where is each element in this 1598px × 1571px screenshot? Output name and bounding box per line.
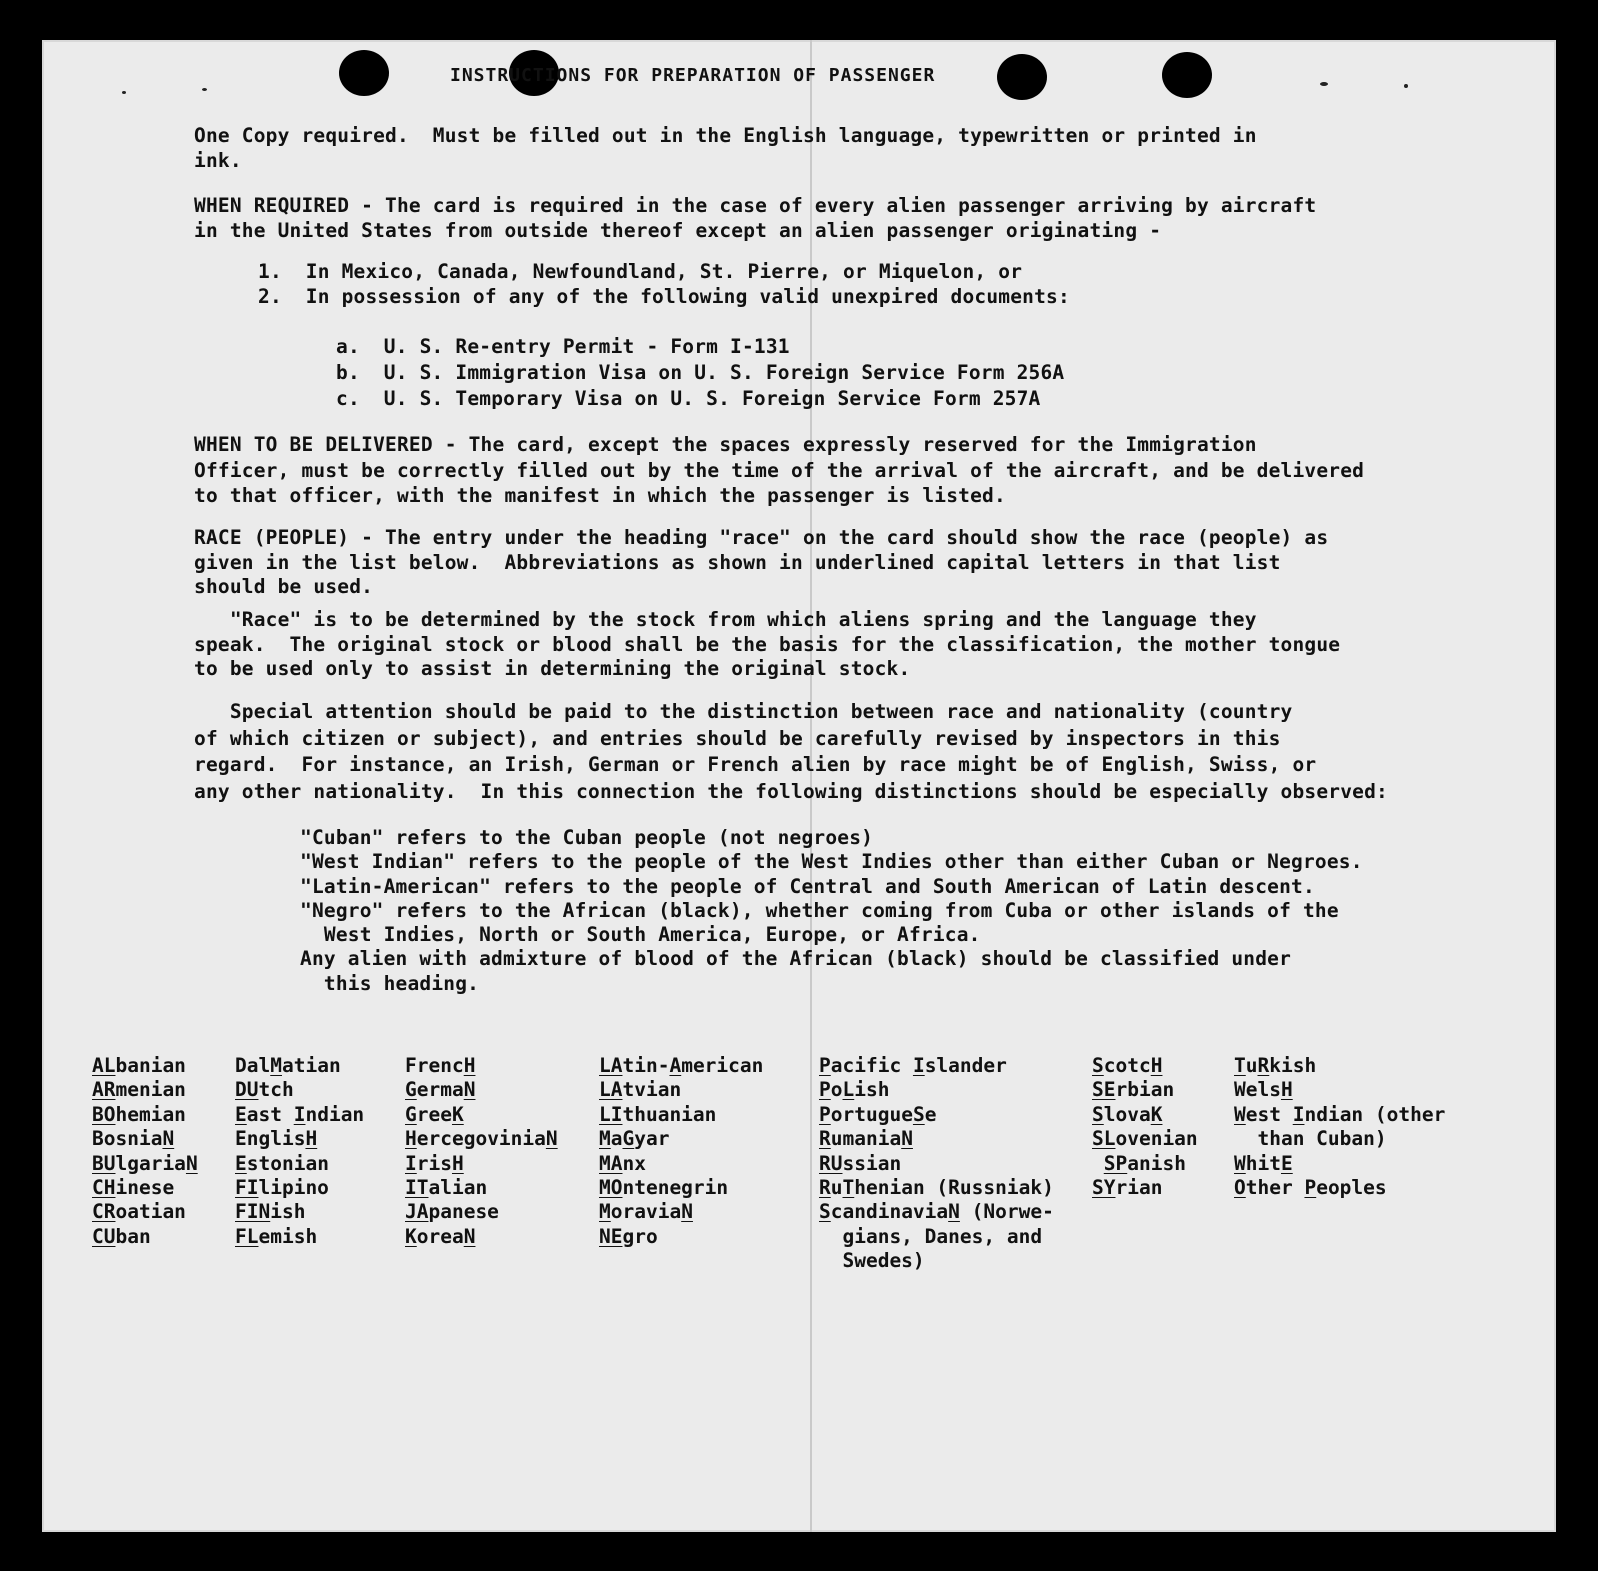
race-entry: MAnx bbox=[599, 1151, 646, 1175]
race-entry: SErbian bbox=[1092, 1078, 1175, 1102]
race-entry: RuThenian (Russniak) bbox=[819, 1175, 1054, 1199]
race-entry: than Cuban) bbox=[1234, 1127, 1387, 1151]
race-entry: SPanish bbox=[1103, 1151, 1186, 1175]
race-column-1 bbox=[92, 1054, 198, 1249]
race-entry: Swedes) bbox=[819, 1249, 925, 1273]
race-entry: SLovenian bbox=[1092, 1127, 1198, 1151]
race-column-2 bbox=[235, 1054, 364, 1249]
race-entry: gians, Danes, and bbox=[819, 1224, 1043, 1248]
race-entry: LIthuanian bbox=[599, 1102, 717, 1126]
race-entry: TuRkish bbox=[1234, 1054, 1317, 1077]
race-paragraph: RACE (PEOPLE) - The entry under the heading "race" on the card should show the race (people) as given in the list below. Abbreviations as shown in underlined capital letters in that list should be used. bbox=[194, 526, 1329, 598]
race-entry: WelsH bbox=[1234, 1078, 1293, 1102]
race-entry: PortugueSe bbox=[819, 1102, 937, 1126]
race-entry: RumaniaN bbox=[819, 1127, 913, 1151]
race-entry: CRoatian bbox=[92, 1200, 186, 1224]
race-entry: Pacific Islander bbox=[819, 1054, 1007, 1077]
race-entry: BUlgariaN bbox=[92, 1151, 198, 1175]
race-column-7 bbox=[1234, 1054, 1445, 1200]
punch-hole bbox=[339, 50, 389, 96]
when-delivered-paragraph: WHEN TO BE DELIVERED - The card, except the spaces expressly reserved for the Immigration Officer, must be correctly filled out by the time of the arrival of the aircraft, and be delivered to that officer, with the manifest in which the passenger is listed. bbox=[194, 433, 1365, 507]
special-attention-paragraph: Special attention should be paid to the distinction between race and nationality (country of which citizen or subject), and entries should be carefully revised by inspectors in this regard. For instance, an Irish, German or French alien by race might be of English, Swiss, or any other nationality. In this connection the following distinctions should be especially observed: bbox=[194, 700, 1388, 803]
race-entry: ARmenian bbox=[92, 1078, 186, 1102]
exceptions-list: 1. In Mexico, Canada, Newfoundland, St. Pierre, or Miquelon, or 2. In possession of any of the following valid unexpired documents: bbox=[258, 260, 1070, 308]
race-entry: DalMatian bbox=[235, 1054, 341, 1077]
race-entry: NEgro bbox=[599, 1224, 658, 1248]
race-entry: MoraviaN bbox=[599, 1200, 693, 1224]
race-entry: LAtin-American bbox=[599, 1054, 764, 1077]
race-entry: JApanese bbox=[405, 1200, 499, 1224]
race-entry: Estonian bbox=[235, 1151, 329, 1175]
race-entry: PoLish bbox=[819, 1078, 890, 1102]
race-entry: ITalian bbox=[405, 1175, 488, 1199]
race-entry: West Indian (other bbox=[1234, 1102, 1446, 1126]
race-entry: CHinese bbox=[92, 1175, 175, 1199]
race-entry: RUssian bbox=[819, 1151, 902, 1175]
race-entry: SlovaK bbox=[1092, 1102, 1163, 1126]
race-entry: ScandinaviaN (Norwe- bbox=[819, 1200, 1054, 1224]
race-entry: MaGyar bbox=[599, 1127, 670, 1151]
race-entry: WhitE bbox=[1234, 1151, 1293, 1175]
race-entry: ALbanian bbox=[92, 1054, 186, 1077]
race-entry: East Indian bbox=[235, 1102, 365, 1126]
race-entry: BosniaN bbox=[92, 1127, 175, 1151]
race-entry: FLemish bbox=[235, 1224, 318, 1248]
race-entry: SYrian bbox=[1092, 1175, 1163, 1199]
race-entry: ScotcH bbox=[1092, 1054, 1163, 1077]
race-column-4 bbox=[599, 1054, 763, 1249]
race-entry: MOntenegrin bbox=[599, 1175, 729, 1199]
race-entry: DUtch bbox=[235, 1078, 294, 1102]
distinctions-list: "Cuban" refers to the Cuban people (not negroes) "West Indian" refers to the people of the West Indies other than either Cuban or Negroes. "Latin-American" refers to the people of Central and South American of Latin descent. "Negro" refers to the African (black), whether coming from Cuba or other islands of the West Indies, North or South America, Europe, or Africa. Any alien with admixture of blood of the African (black) should be classified under this heading. bbox=[300, 826, 1363, 995]
when-required-paragraph: WHEN REQUIRED - The card is required in the case of every alien passenger arriving by aircraft in the United States from outside thereof except an alien passenger originating - bbox=[194, 194, 1317, 242]
race-column-6 bbox=[1092, 1054, 1198, 1200]
punch-hole bbox=[1162, 52, 1212, 98]
punch-hole bbox=[997, 54, 1047, 100]
race-entry: FINish bbox=[235, 1200, 306, 1224]
race-column-5 bbox=[819, 1054, 1054, 1274]
race-column-3 bbox=[405, 1054, 558, 1249]
race-entry: KoreaN bbox=[405, 1224, 476, 1248]
race-definition-paragraph: "Race" is to be determined by the stock from which aliens spring and the language they speak. The original stock or blood shall be the basis for the classification, the mother tongue to be used only to assist in determining the original stock. bbox=[194, 608, 1341, 680]
race-entry: FrencH bbox=[405, 1054, 476, 1077]
document-page bbox=[42, 40, 1556, 1532]
race-entry: GermaN bbox=[405, 1078, 476, 1102]
race-entry: IrisH bbox=[405, 1151, 464, 1175]
race-entry: BOhemian bbox=[92, 1102, 186, 1126]
race-entry: EnglisH bbox=[235, 1127, 318, 1151]
page-title: INSTRUCTIONS FOR PREPARATION OF PASSENGER bbox=[450, 65, 936, 86]
documents-list: a. U. S. Re-entry Permit - Form I-131 b. U. S. Immigration Visa on U. S. Foreign Service Form 256A c. U. S. Temporary Visa on U. S. Foreign Service Form 257A bbox=[336, 335, 1065, 410]
race-entry: GreeK bbox=[405, 1102, 464, 1126]
race-entry: CUban bbox=[92, 1224, 151, 1248]
race-entry: LAtvian bbox=[599, 1078, 682, 1102]
race-entry: FIlipino bbox=[235, 1175, 329, 1199]
race-entry: Other Peoples bbox=[1234, 1175, 1387, 1199]
race-entry: HercegoviniaN bbox=[405, 1127, 558, 1151]
copy-instructions: One Copy required. Must be filled out in the English language, typewritten or printed in ink. bbox=[194, 124, 1257, 172]
